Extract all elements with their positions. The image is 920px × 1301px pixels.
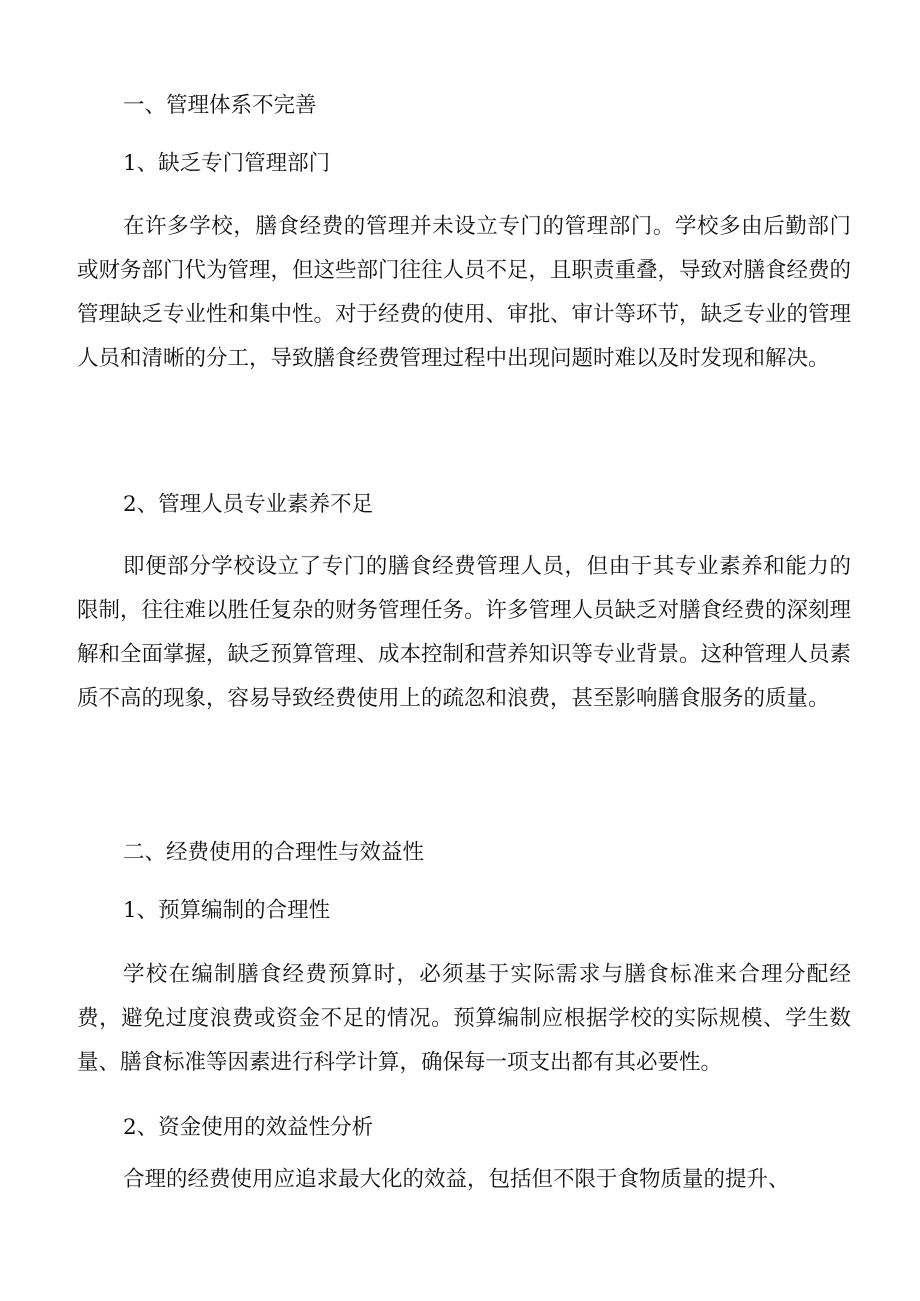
- paragraph: 即便部分学校设立了专门的膳食经费管理人员，但由于其专业素养和能力的限制，往往难以胜任复杂的财务管理任务。许多管理人员缺乏对膳食经费的深刻理解和全面掌握，缺乏预算管理、成本控制和营养知识等专业背景。这种管理人员素质不高的现象，容易导致经费使用上的疏忽和浪费，甚至影响膳食服务的质量。: [77, 554, 852, 711]
- subsection-heading: 2、管理人员专业素养不足: [123, 492, 374, 517]
- subsection-heading: 2、资金使用的效益性分析: [123, 1115, 374, 1140]
- subsection-heading: 1、预算编制的合理性: [123, 898, 331, 923]
- paragraph: 学校在编制膳食经费预算时，必须基于实际需求与膳食标准来合理分配经费，避免过度浪费或资金不足的情况。预算编制应根据学校的实际规模、学生数量、膳食标准等因素进行科学计算，确保每一项支出都有其必要性。: [77, 962, 851, 1075]
- section-heading: 二、经费使用的合理性与效益性: [123, 840, 425, 865]
- section-heading: 一、管理体系不完善: [123, 93, 317, 118]
- subsection-heading: 1、缺乏专门管理部门: [123, 151, 331, 176]
- paragraph: 合理的经费使用应追求最大化的效益，包括但不限于食物质量的提升、: [123, 1167, 790, 1192]
- paragraph: 在许多学校，膳食经费的管理并未设立专门的管理部门。学校多由后勤部门或财务部门代为管理，但这些部门往往人员不足，且职责重叠，导致对膳食经费的管理缺乏专业性和集中性。对于经费的使用、审批、审计等环节，缺乏专业的管理人员和清晰的分工，导致膳食经费管理过程中出现问题时难以及时发现和解决。: [77, 214, 852, 371]
